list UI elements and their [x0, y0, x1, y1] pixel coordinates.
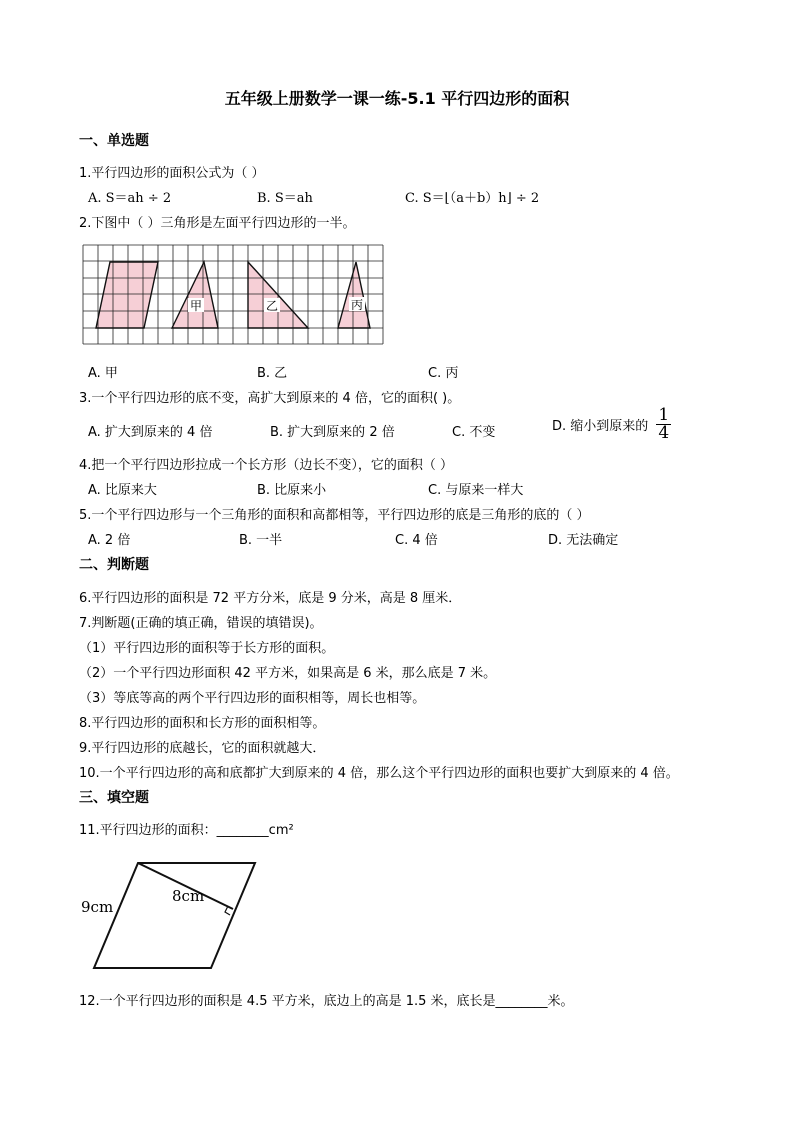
question-1-option-b: B. S＝ah	[257, 191, 313, 206]
question-5-option-d: D. 无法确定	[548, 533, 619, 548]
question-3-option-a: A. 扩大到原来的 4 倍	[88, 425, 213, 440]
question-4-option-c: C. 与原来一样大	[428, 483, 524, 498]
side-length-label: 9cm	[81, 898, 114, 916]
page-title: 五年级上册数学一课一练-5.1 平行四边形的面积	[224, 89, 570, 108]
parallelogram-shape	[96, 262, 158, 328]
question-5-option-c: C. 4 倍	[395, 533, 438, 548]
fraction-denominator: 4	[658, 423, 670, 443]
question-4-option-b: B. 比原来小	[257, 483, 327, 498]
question-3-option-b: B. 扩大到原来的 2 倍	[270, 425, 395, 440]
question-1-option-a: A. S＝ah ÷ 2	[88, 191, 172, 206]
question-7-part-1: （1）平行四边形的面积等于长方形的面积。	[79, 641, 335, 656]
question-2-option-c: C. 丙	[428, 366, 459, 381]
section-heading-fill-blank: 三、填空题	[79, 790, 149, 806]
question-9: 9.平行四边形的底越长，它的面积就越大．	[79, 741, 326, 756]
label-bing: 丙	[350, 298, 364, 312]
question-5-option-b: B. 一半	[239, 533, 283, 548]
question-6: 6.平行四边形的面积是 72 平方分米，底是 9 分米，高是 8 厘米．	[79, 591, 462, 606]
question-7-stem: 7.判断题(正确的填正确，错误的填错误)。	[79, 616, 323, 631]
question-3-stem: 3.一个平行四边形的底不变，高扩大到原来的 4 倍，它的面积( )。	[79, 391, 461, 406]
question-12: 12.一个平行四边形的面积是 4.5 平方米，底边上的高是 1.5 米，底长是________米。	[79, 994, 574, 1009]
question-2-option-a: A. 甲	[88, 366, 118, 381]
question-5-stem: 5.一个平行四边形与一个三角形的面积和高都相等，平行四边形的底是三角形的底的（ ）	[79, 508, 590, 523]
question-4-stem: 4.把一个平行四边形拉成一个长方形（边长不变），它的面积（ ）	[79, 458, 454, 473]
question-2-stem: 2.下图中（ ）三角形是左面平行四边形的一半。	[79, 216, 356, 231]
question-11-parallelogram-figure	[78, 856, 268, 974]
question-1-option-c: C. S＝⌊（a＋b）h⌋ ÷ 2	[405, 191, 540, 206]
question-5-option-a: A. 2 倍	[88, 533, 131, 548]
question-8: 8.平行四边形的面积和长方形的面积相等。	[79, 716, 326, 731]
grid-lines	[83, 245, 383, 344]
fraction-one-quarter	[656, 405, 671, 443]
question-3-option-c: C. 不变	[452, 425, 496, 440]
height-label: 8cm	[172, 887, 205, 905]
question-1-stem: 1.平行四边形的面积公式为（ ）	[79, 166, 265, 181]
question-3-option-d	[552, 405, 671, 443]
question-10: 10.一个平行四边形的高和底都扩大到原来的 4 倍，那么这个平行四边形的面积也要扩大到原来的 4 倍。	[79, 766, 679, 781]
question-3-option-d-text: D. 缩小到原来的	[552, 419, 649, 434]
question-2-option-b: B. 乙	[257, 366, 288, 381]
question-7-part-3: （3）等底等高的两个平行四边形的面积相等，周长也相等。	[79, 691, 426, 706]
question-11-stem: 11.平行四边形的面积：________cm²	[79, 823, 294, 838]
fraction-numerator: 1	[658, 405, 670, 425]
question-7-part-2: （2）一个平行四边形面积 42 平方米，如果高是 6 米，那么底是 7 米。	[79, 666, 497, 681]
section-heading-true-false: 二、判断题	[79, 557, 149, 573]
label-jia: 甲	[189, 299, 203, 313]
parallelogram-outline	[94, 863, 255, 968]
label-yi: 乙	[265, 299, 279, 313]
question-4-option-a: A. 比原来大	[88, 483, 157, 498]
question-2-grid-figure	[80, 242, 386, 346]
section-heading-single-choice: 一、单选题	[79, 133, 149, 149]
